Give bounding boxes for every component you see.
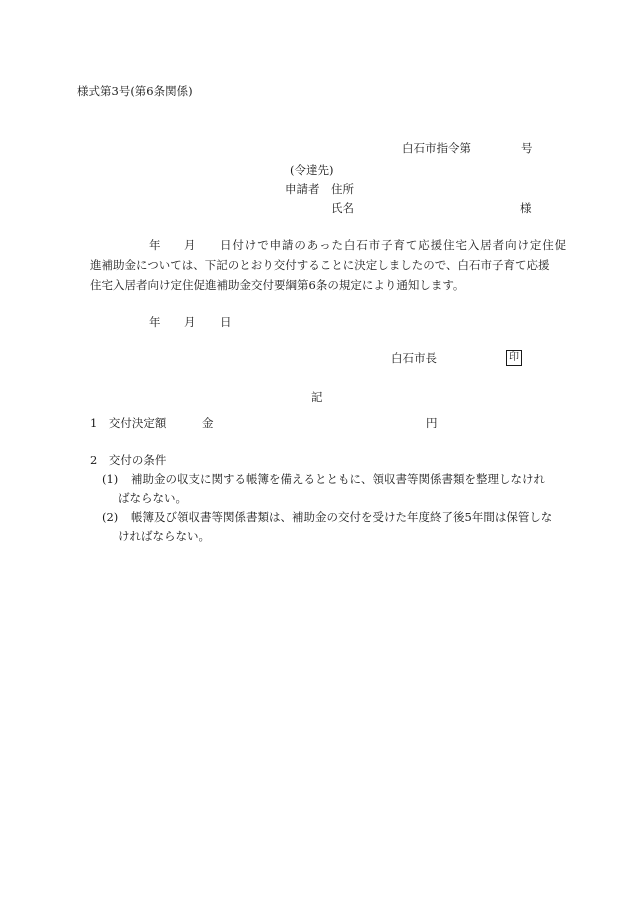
recipient-label: (令達先): [290, 163, 334, 177]
name-label: 氏名: [331, 201, 354, 215]
address-label: 住所: [331, 182, 354, 196]
condition-2-number: (2): [102, 510, 119, 524]
condition-2-line-1: 帳簿及び領収書等関係書類は、補助金の交付を受けた年度終了後5年間は保管しな: [131, 510, 553, 524]
condition-1-number: (1): [102, 472, 119, 486]
grant-amount-yen: 円: [426, 416, 438, 430]
honorific-sama: 様: [520, 201, 532, 215]
intro-line-2: 進補助金については、下記のとおり交付することに決定しましたので、白石市子育て応援: [90, 258, 550, 272]
condition-2-line-2: ければならない。: [118, 529, 210, 543]
conditions-heading: 2 交付の条件: [90, 453, 167, 467]
order-number-suffix: 号: [521, 141, 533, 155]
intro-line-1: 日付けで申請のあった白石市子育て応援住宅入居者向け定住促: [220, 238, 568, 252]
seal-mark: 印: [506, 350, 522, 366]
condition-1-line-1: 補助金の収支に関する帳簿を備えるとともに、領収書等関係書類を整理しなけれ: [131, 472, 545, 486]
applicant-label: 申請者: [285, 182, 320, 196]
grant-amount-label: 1 交付決定額: [90, 416, 167, 430]
intro-month: 月: [184, 238, 196, 252]
form-label: 様式第3号(第6条関係): [77, 84, 193, 98]
order-number-prefix: 白石市指令第: [402, 141, 471, 155]
condition-1-line-2: ばならない。: [118, 491, 187, 505]
grant-amount-kin: 金: [202, 416, 214, 430]
intro-year: 年: [149, 238, 161, 252]
date-month: 月: [184, 315, 196, 329]
date-year: 年: [149, 315, 161, 329]
ki-heading: 記: [311, 390, 323, 404]
date-day: 日: [220, 315, 232, 329]
intro-line-3: 住宅入居者向け定住促進補助金交付要綱第6条の規定により通知します。: [90, 278, 465, 292]
mayor-title: 白石市長: [391, 351, 437, 365]
